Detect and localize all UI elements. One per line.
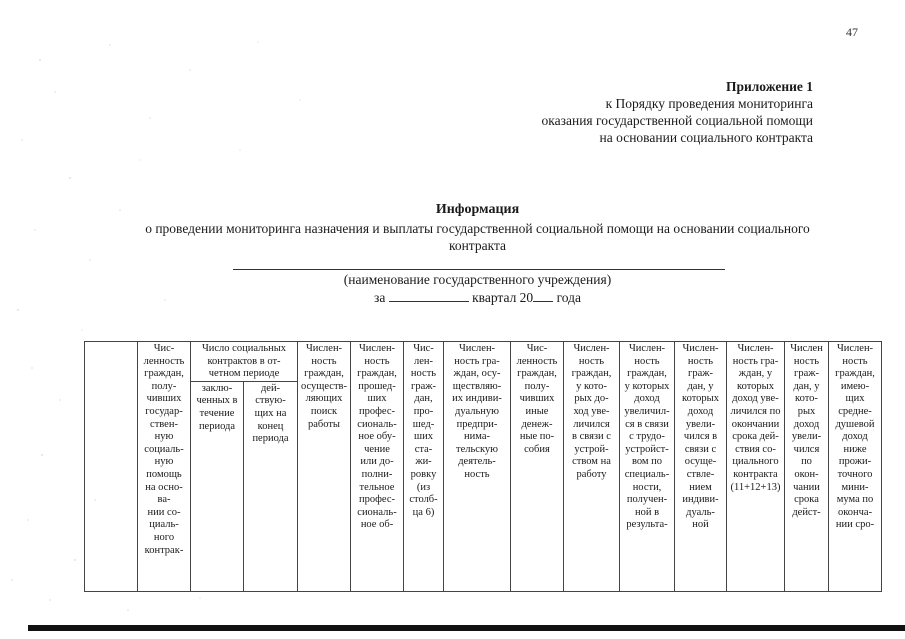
header-text: Числен- ность гра- ждан, осу- ществляю- их индиви- дуальную предпри- нима- тельскую деятель- ность bbox=[452, 343, 502, 480]
report-table bbox=[84, 341, 882, 592]
appendix-line: на основании социального контракта bbox=[599, 130, 813, 145]
appendix-block bbox=[542, 78, 813, 146]
header-text: заклю- ченных в течение периода bbox=[196, 382, 238, 432]
header-other-benefits bbox=[511, 342, 564, 592]
row-label-cell bbox=[85, 342, 138, 592]
page-number: 47 bbox=[846, 25, 858, 39]
header-internship bbox=[404, 342, 444, 592]
scan-bottom-edge bbox=[28, 625, 905, 631]
period-blank-year bbox=[533, 290, 553, 302]
header-job-seekers bbox=[298, 342, 351, 592]
institution-label: (наименование государственного учреждения) bbox=[343, 272, 612, 287]
header-text: Числен- ность граждан, осуществ- ляющих поиск работы bbox=[301, 343, 347, 430]
header-text: Числен- ность граждан, имею- щих средне- душевой доход ниже прожи- точного мини- мума по оконча- нии сро- bbox=[835, 343, 875, 531]
header-text: Числен ность граж- дан, у кото- рых доход увели- чился по окон- чании срока дейст- bbox=[790, 343, 823, 518]
header-income-specialty bbox=[620, 342, 675, 592]
header-text: Числен- ность граждан, у которых доход увеличил- ся в связи с трудо- устройст- вом по специаль- ности, получен- ной в результа- bbox=[624, 343, 670, 531]
institution-blank-line bbox=[233, 269, 725, 270]
header-text: Числен- ность граждан, прошед- ших профес- сиональ- ное обу- чение или до- полни- тельное профес- сиональ- ное об- bbox=[357, 343, 397, 531]
header-income-individual bbox=[675, 342, 727, 592]
appendix-line: к Порядку проведения мониторинга bbox=[605, 96, 813, 111]
header-below-subsistence bbox=[829, 342, 882, 592]
period-suffix: года bbox=[556, 290, 581, 305]
header-text: Чис- ленность граждан, полу- чивших иные денеж- ные по- собия bbox=[516, 343, 558, 455]
header-contracts-active bbox=[244, 381, 298, 591]
header-income-after-contract bbox=[727, 342, 785, 592]
header-text: дей- ствую- щих на конец периода bbox=[252, 382, 289, 445]
report-subtitle: о проведении мониторинга назначения и выплаты государственной социальной помощи на основании социального контракта bbox=[145, 221, 810, 253]
appendix-title: Приложение 1 bbox=[725, 79, 813, 94]
header-contracts-group bbox=[191, 342, 298, 382]
period-middle: квартал 20 bbox=[472, 290, 534, 305]
header-professional-training bbox=[351, 342, 404, 592]
header-text: Числен- ность граж- дан, у которых доход увели- чился в связи с осуще- ствле- нием индиви- дуаль- ной bbox=[682, 343, 719, 531]
period-blank-quarter bbox=[389, 290, 469, 302]
header-text: Чис- ленность граждан, полу- чивших государ- ствен- ную социаль- ную помощь на осно- ва- нии со- циаль- ного контрак- bbox=[143, 343, 185, 556]
header-text: Число социальных контрактов в от- четном периоде bbox=[201, 343, 287, 380]
report-title: Информация bbox=[435, 202, 520, 217]
header-income-employment bbox=[564, 342, 620, 592]
reporting-period bbox=[0, 290, 905, 306]
appendix-line: оказания государственной социальной помощи bbox=[541, 113, 813, 128]
header-income-after-term bbox=[785, 342, 829, 592]
header-entrepreneurship bbox=[444, 342, 511, 592]
period-prefix: за bbox=[374, 290, 386, 305]
header-text: Числен- ность гра- ждан, у которых доход уве- личился по окончании срока дей- ствия со- циального контракта (11+12+13) bbox=[730, 343, 781, 493]
header-citizens-received-assistance bbox=[138, 342, 191, 592]
header-text: Чис- лен- ность граж- дан, про- шед- ших ста- жи- ровку (из столб- ца 6) bbox=[409, 343, 438, 518]
header-contracts-concluded bbox=[191, 381, 244, 591]
header-text: Числен- ность граждан, у кото- рых до- ход уве- личился в связи с устрой- ством на работу bbox=[571, 343, 612, 480]
